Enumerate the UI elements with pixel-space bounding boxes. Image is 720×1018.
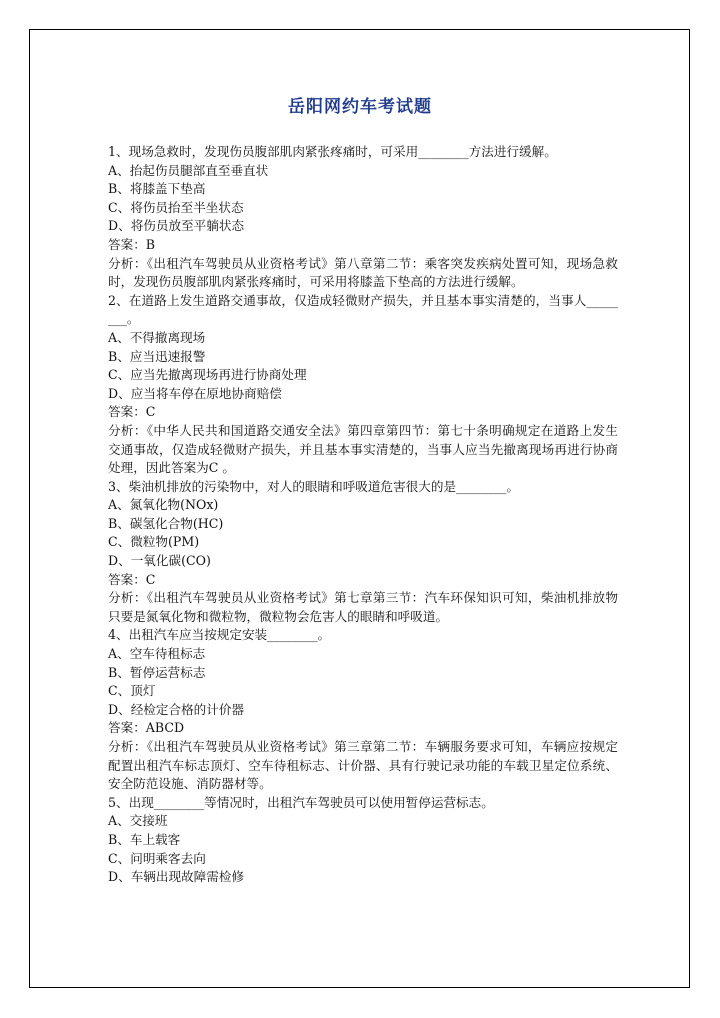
option-a: A、交接班 (108, 813, 168, 829)
question-stem: 4、出租汽车应当按规定安装________。 (108, 627, 331, 643)
answer: 答案：B (108, 236, 156, 252)
question-3 (108, 478, 618, 627)
option-c: C、问明乘客去向 (108, 850, 206, 866)
analysis: 分析：《出租汽车驾驶员从业资格考试》第八章第二节：乘客突发疾病处置可知，现场急救时，发现伤员腹部肌肉紧张疼痛时，可采用将膝盖下垫高的方法进行缓解。 (108, 255, 618, 290)
option-c: C、顶灯 (108, 683, 156, 699)
option-a: A、不得撤离现场 (108, 329, 206, 345)
question-stem: 5、出现________等情况时，出租汽车驾驶员可以使用暂停运营标志。 (108, 794, 494, 810)
option-a: A、氮氧化物(NOx) (108, 497, 219, 513)
analysis: 分析：《出租汽车驾驶员从业资格考试》第七章第三节：汽车环保知识可知，柴油机排放物只要是氮氧化物和微粒物，微粒物会危害人的眼睛和呼吸道。 (108, 590, 618, 624)
option-d: D、车辆出现故障需检修 (108, 869, 245, 885)
question-stem: 1、现场急救时，发现伤员腹部肌肉紧张疼痛时，可采用________方法进行缓解。 (108, 144, 557, 159)
option-b: B、碳氢化合物(HC) (108, 515, 224, 531)
answer: 答案：C (108, 571, 156, 587)
question-list (108, 143, 618, 887)
analysis: 分析：《中华人民共和国道路交通安全法》第四章第四节：第七十条明确规定在道路上发生交通事故，仅造成轻微财产损失，并且基本事实清楚的，当事人应当先撤离现场再进行协商处理，因此答案为C 。 (108, 422, 618, 476)
option-c: C、将伤员抬至半坐状态 (108, 199, 244, 215)
option-b: B、暂停运营标志 (108, 664, 206, 680)
page-title: 岳阳网约车考试题 (288, 97, 432, 117)
answer: 答案：C (108, 404, 156, 420)
question-4 (108, 626, 618, 793)
option-a: A、空车待租标志 (108, 646, 206, 662)
question-2 (108, 292, 618, 478)
question-stem: 2、在道路上发生道路交通事故，仅造成轻微财产损失，并且基本事实清楚的，当事人________。 (108, 292, 618, 327)
answer: 答案：ABCD (108, 720, 185, 736)
option-d: D、应当将车停在原地协商赔偿 (108, 385, 282, 401)
question-5 (108, 794, 618, 887)
option-b: B、车上载客 (108, 831, 181, 847)
question-1 (108, 143, 618, 292)
option-d: D、一氧化碳(CO) (108, 553, 211, 569)
option-c: C、微粒物(PM) (108, 534, 200, 550)
option-c: C、应当先撤离现场再进行协商处理 (108, 367, 307, 383)
option-d: D、经检定合格的计价器 (108, 701, 245, 717)
question-stem: 3、柴油机排放的污染物中，对人的眼睛和呼吸道危害很大的是________。 (108, 478, 520, 494)
option-b: B、将膝盖下垫高 (108, 181, 206, 197)
option-b: B、应当迅速报警 (108, 348, 206, 364)
option-a: A、抬起伤员腿部直至垂直状 (108, 162, 269, 178)
analysis: 分析：《出租汽车驾驶员从业资格考试》第三章第二节：车辆服务要求可知，车辆应按规定配置出租汽车标志顶灯、空车待租标志、计价器、具有行驶记录功能的车载卫星定位系统、安全防范设施、消防器材等。 (108, 739, 618, 792)
option-d: D、将伤员放至平躺状态 (108, 218, 245, 234)
